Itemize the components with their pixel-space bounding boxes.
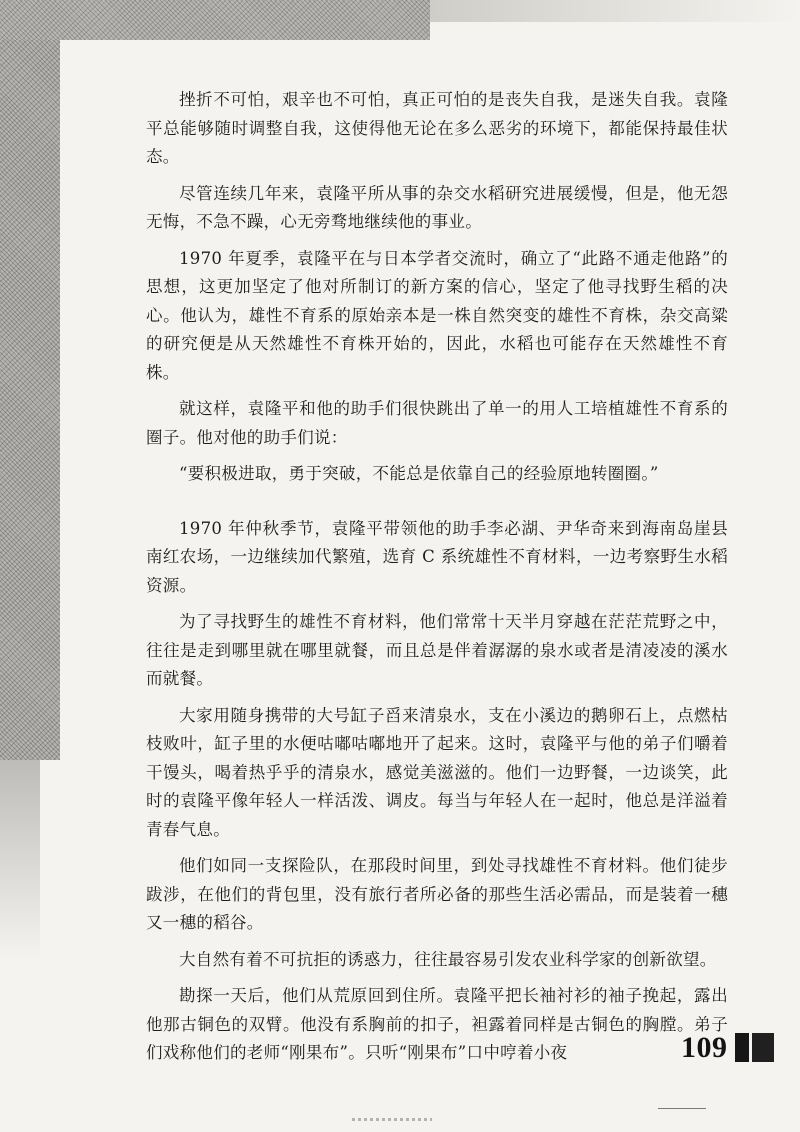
scan-edge-top: [0, 0, 430, 40]
paragraph: 挫折不可怕，艰辛也不可怕，真正可怕的是丧失自我，是迷失自我。袁隆平总能够随时调整自我，这使得他无论在多么恶劣的环境下，都能保持最佳状态。: [146, 90, 728, 166]
page-marker-block: [735, 1033, 775, 1062]
footer-watermark: [352, 1118, 432, 1121]
scan-edge-top-fade: [430, 0, 800, 22]
paragraph: 大自然有着不可抗拒的诱惑力，往往最容易引发农业科学家的创新欲望。: [179, 949, 717, 969]
paragraph: 为了寻找野生的雄性不育材料，他们常常十天半月穿越在茫茫荒野之中，往往是走到哪里就在哪里就餐，而且总是伴着潺潺的泉水或者是清凌凌的溪水而就餐。: [146, 612, 728, 688]
body-text: [146, 86, 728, 1076]
paragraph: 他们如同一支探险队，在那段时间里，到处寻找雄性不育材料。他们徒步跋涉，在他们的背包里，没有旅行者所必备的那些生活必需品，而是装着一穗又一穗的稻谷。: [146, 856, 728, 932]
paragraph: 尽管连续几年来，袁隆平所从事的杂交水稻研究进展缓慢，但是，他无怨无悔，不急不躁，心无旁骛地继续他的事业。: [146, 183, 728, 231]
footer-rule: [658, 1108, 706, 1109]
paragraph: 大家用随身携带的大号缸子舀来清泉水，支在小溪边的鹅卵石上，点燃枯枝败叶，缸子里的水便咕嘟咕嘟地开了起来。这时，袁隆平与他的弟子们嚼着干馒头，喝着热乎乎的清泉水，感觉美滋滋的。他们一边野餐，一边谈笑，此时的袁隆平像年轻人一样活泼、调皮。每当与年轻人在一起时，他总是洋溢着青春气息。: [146, 705, 728, 839]
paragraph: 勘探一天后，他们从荒原回到住所。袁隆平把长袖衬衫的袖子挽起，露出他那古铜色的双臂。他没有系胸前的扣子，袒露着同样是古铜色的胸膛。弟子们戏称他们的老师“刚果布”。只听“刚果布”口中哼着小夜: [146, 986, 728, 1062]
quote-paragraph: “要积极进取，勇于突破，不能总是依靠自己的经验原地转圈圈。”: [179, 464, 659, 483]
paragraph: 就这样，袁隆平和他的助手们很快跳出了单一的用人工培植雄性不育系的圈子。他对他的助手们说：: [146, 399, 728, 447]
page-marker-bar: [735, 1033, 749, 1062]
page-number: 109: [681, 1031, 728, 1064]
scan-edge-left: [0, 40, 60, 760]
paragraph: 1970 年仲秋季节，袁隆平带领他的助手李必湖、尹华奇来到海南岛崖县南红农场，一边继续加代繁殖，选育 C 系统雄性不育材料，一边考察野生水稻资源。: [146, 518, 728, 595]
paragraph: 1970 年夏季，袁隆平在与日本学者交流时，确立了“此路不通走他路”的思想，这更加坚定了他对所制订的新方案的信心，坚定了他寻找野生稻的决心。他认为，雄性不育系的原始亲本是一株自然突变的雄性不育株，杂交高粱的研究便是从天然雄性不育株开始的，因此，水稻也可能存在天然雄性不育株。: [146, 248, 728, 382]
scan-edge-left-fade: [0, 760, 40, 960]
page-marker-bar: [752, 1033, 774, 1062]
